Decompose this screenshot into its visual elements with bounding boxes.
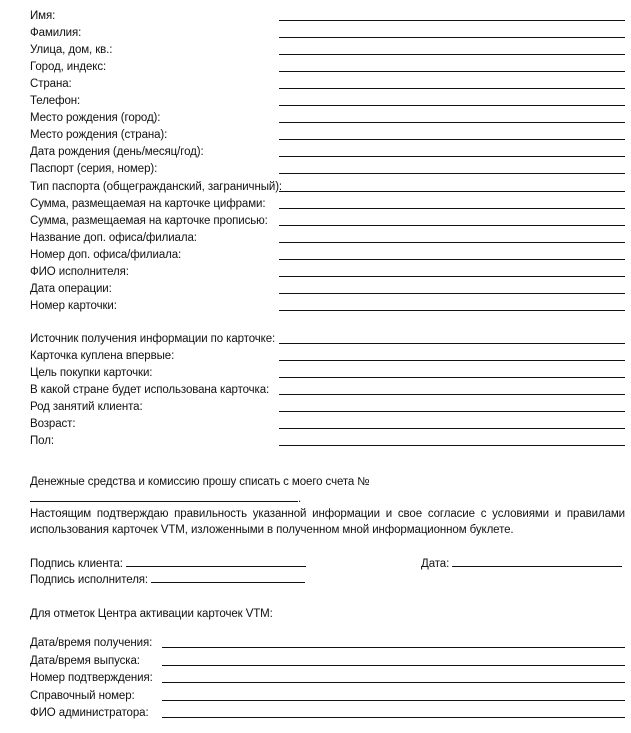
form-field-row: [30, 7, 625, 23]
field-label: Номер карточки:: [30, 299, 117, 312]
field-input-line[interactable]: [279, 428, 625, 429]
field-label: Сумма, размещаемая на карточке цифрами:: [30, 197, 266, 210]
date-row: [421, 555, 626, 572]
form-field-row: [30, 109, 625, 125]
field-input-line[interactable]: [162, 647, 625, 648]
form-field-row: [30, 381, 625, 397]
field-input-line[interactable]: [279, 411, 625, 412]
field-input-line[interactable]: [162, 717, 625, 718]
account-number-line[interactable]: [30, 490, 298, 502]
executor-signature-label: Подпись исполнителя:: [30, 574, 149, 586]
client-signature-label: Подпись клиента:: [30, 558, 123, 570]
form-field-row: [30, 246, 625, 262]
field-input-line[interactable]: [162, 700, 625, 701]
form-field-row: [30, 415, 625, 431]
field-label: Дата операции:: [30, 282, 112, 295]
field-input-line[interactable]: [279, 37, 625, 38]
field-input-line[interactable]: [279, 88, 625, 89]
field-label: ФИО администратора:: [30, 707, 149, 720]
field-label: Дата рождения (день/месяц/год):: [30, 146, 204, 159]
field-input-line[interactable]: [279, 225, 625, 226]
form-field-row: [30, 126, 625, 142]
field-input-line[interactable]: [162, 682, 625, 683]
field-label: Название доп. офиса/филиала:: [30, 231, 197, 244]
field-input-line[interactable]: [279, 276, 625, 277]
form-field-row: [30, 75, 625, 91]
field-input-line[interactable]: [279, 394, 625, 395]
form-field-row: [30, 634, 625, 650]
field-input-line[interactable]: [279, 445, 625, 446]
form-field-row: [30, 24, 625, 40]
field-input-line[interactable]: [279, 310, 625, 311]
form-field-row: [30, 364, 625, 380]
field-input-line[interactable]: [279, 242, 625, 243]
form-field-row: [30, 687, 625, 703]
form-field-row: [30, 212, 625, 228]
field-input-line[interactable]: [279, 122, 625, 123]
field-input-line[interactable]: [279, 343, 625, 344]
field-label: Номер подтверждения:: [30, 672, 153, 685]
form-field-row: [30, 229, 625, 245]
field-label: Возраст:: [30, 418, 76, 431]
field-label: Место рождения (город):: [30, 112, 161, 125]
confirm-text: Настоящим подтверждаю правильность указанной информации и свое согласие с условиями и правилами использования карточек VTM, изложенными в полученном мной информационном буклете.: [30, 508, 625, 536]
form-field-row: [30, 669, 625, 685]
field-input-line[interactable]: [279, 191, 625, 192]
date-label: Дата:: [421, 558, 450, 570]
form-field-row: [30, 297, 625, 313]
field-input-line[interactable]: [279, 71, 625, 72]
field-label: В какой стране будет использована карточка:: [30, 384, 270, 397]
field-input-line[interactable]: [279, 360, 625, 361]
client-signature-line[interactable]: [126, 555, 306, 567]
field-label: Цель покупки карточки:: [30, 367, 153, 380]
form-field-row: [30, 160, 625, 176]
form-field-row: [30, 263, 625, 279]
field-label: Карточка куплена впервые:: [30, 350, 175, 363]
form-field-row: [30, 195, 625, 211]
field-label: Город, индекс:: [30, 61, 107, 74]
field-input-line[interactable]: [162, 665, 625, 666]
field-label: Страна:: [30, 78, 72, 91]
form-field-row: [30, 652, 625, 668]
field-label: Дата/время выпуска:: [30, 654, 140, 667]
field-label: Источник получения информации по карточке:: [30, 333, 276, 345]
form-field-row: [30, 58, 625, 74]
field-input-line[interactable]: [279, 156, 625, 157]
form-field-row: [30, 143, 625, 159]
field-label: Номер доп. офиса/филиала:: [30, 248, 182, 261]
field-input-line[interactable]: [279, 208, 625, 209]
field-input-line[interactable]: [279, 293, 625, 294]
field-input-line[interactable]: [279, 259, 625, 260]
confirm-paragraph: [30, 506, 625, 538]
form-field-row: [30, 178, 625, 194]
form-field-row: [30, 398, 625, 414]
field-label: Улица, дом, кв.:: [30, 44, 113, 57]
field-label: Справочный номер:: [30, 689, 135, 702]
field-label: Паспорт (серия, номер):: [30, 163, 158, 176]
executor-signature-row: [30, 571, 625, 588]
form-field-row: [30, 92, 625, 108]
form-field-row: [30, 330, 625, 346]
field-label: Место рождения (страна):: [30, 129, 168, 142]
form-field-row: [30, 280, 625, 296]
field-input-line[interactable]: [279, 139, 625, 140]
debit-paragraph: Денежные средства и комиссию прошу списать с моего счета № .: [30, 476, 370, 505]
form-field-row: [30, 704, 625, 720]
field-label: Дата/время получения:: [30, 637, 153, 649]
date-line[interactable]: [452, 555, 622, 567]
form-field-row: [30, 432, 625, 448]
field-input-line[interactable]: [279, 20, 625, 21]
executor-signature-line[interactable]: [151, 571, 305, 583]
field-input-line[interactable]: [279, 377, 625, 378]
field-input-line[interactable]: [279, 54, 625, 55]
field-label: Телефон:: [30, 95, 81, 108]
form-field-row: [30, 41, 625, 57]
form-field-row: [30, 347, 625, 363]
field-input-line[interactable]: [279, 173, 625, 174]
debit-text: Денежные средства и комиссию прошу списать с моего счета №: [30, 476, 370, 488]
field-label: Имя:: [30, 10, 56, 22]
field-label: ФИО исполнителя:: [30, 265, 129, 278]
field-label: Род занятий клиента:: [30, 401, 143, 414]
field-label: Фамилия:: [30, 27, 82, 40]
center-title: Для отметок Центра активации карточек VTM:: [30, 608, 273, 620]
field-label: Пол:: [30, 435, 54, 448]
field-label: Тип паспорта (общегражданский, заграничный):: [30, 180, 283, 193]
field-input-line[interactable]: [279, 105, 625, 106]
field-label: Сумма, размещаемая на карточке прописью:: [30, 214, 268, 227]
